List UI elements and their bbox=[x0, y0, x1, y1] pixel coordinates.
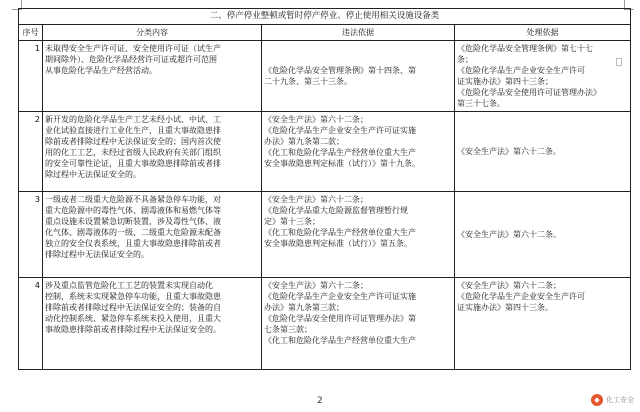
row-handling-basis: 《安全生产法》第六十二条。 bbox=[455, 192, 631, 278]
table-row bbox=[19, 278, 631, 370]
row-content: 新开发的危险化学品生产工艺未经小试、中试、工 业化试验直接进行工业化生产，且重大事故隐患排 除前或者排除过程中无法保证安全的；国内首次使 用的化工工艺，未经过省级人民政府有关部门组织 的安全可靠性论证，且重大事故隐患排除前或者排 除过程中无法保证安全的。 bbox=[43, 112, 262, 192]
row-violation-basis: 《安全生产法》第六十二条； 《危险化学品生产企业安全生产许可证实施 办法》第九条第三款； 《危险化学品安全使用许可证管理办法》第 七条第三款； 《化工和危险化学品生产经营单位重大生产 bbox=[262, 278, 455, 370]
row-content: 涉及重点监管危险化工工艺的装置未实现自动化 控制，系统未实现紧急停车功能，且重大事故隐患 排除前或者排除过程中无法保证安全的；装备的自 动化控制系统、紧急停车系统未投入使用，且重大 事故隐患排除前或者排除过程中无法保证安全的。 bbox=[43, 278, 262, 370]
table-row bbox=[19, 112, 631, 192]
table-title: 二、停产停业整顿或暂时停产停业、停止使用相关设施设备类 bbox=[19, 9, 631, 25]
row-handling-basis: 《危险化学品安全管理条例》第七十七 条； 《危险化学品生产企业安全生产许可 证实施办法》第四十三条； 《危险化学品安全使用许可证管理办法》 第三十七条。 bbox=[455, 41, 631, 112]
row-number: 2 bbox=[19, 112, 43, 192]
row-number: 4 bbox=[19, 278, 43, 370]
row-content: 未取得安全生产许可证、安全使用许可证（试生产 期间除外）、危险化学品经营许可证或超许可范围 从事危险化学品生产经营活动。 bbox=[43, 41, 262, 112]
watermark-logo-icon: ◆ bbox=[591, 394, 603, 406]
row-content: 一级或者二级重大危险源不具备紧急停车功能，对 重大危险源中的毒性气体、剧毒液体和易燃气体等 重点设施未设置紧急切断装置，涉及毒性气体、液 化气体、剧毒液体的一级、二级重大危险源未配备 独立的安全仪表系统，且重大事故隐患排除前或者 排除过程中无法保证安全的。 bbox=[43, 192, 262, 278]
row-violation-basis: 《安全生产法》第六十二条； 《危险化学品生产企业安全生产许可证实施 办法》第九条第二款； 《化工和危险化学品生产经营单位重大生产 安全事故隐患判定标准（试行）》第十九条。 bbox=[262, 112, 455, 192]
row-violation-basis: 《安全生产法》第六十二条； 《危险化学品重大危险源监督管理暂行规 定》第十三条； 《化工和危险化学品生产经营单位重大生产 安全事故隐患判定标准（试行）》第五条。 bbox=[262, 192, 455, 278]
watermark bbox=[591, 394, 634, 406]
table-header bbox=[19, 25, 631, 41]
table-row bbox=[19, 192, 631, 278]
row-handling-basis: 《安全生产法》第六十二条； 《危险化学品生产企业安全生产许可 证实施办法》第四十三条。 bbox=[455, 278, 631, 370]
regulation-table bbox=[18, 8, 631, 370]
row-handling-basis: 《安全生产法》第六十二条。 bbox=[455, 112, 631, 192]
header-content: 分类内容 bbox=[43, 25, 262, 41]
row-number: 1 bbox=[19, 41, 43, 112]
table-row bbox=[19, 41, 631, 112]
row-number: 3 bbox=[19, 192, 43, 278]
header-violation-basis: 违法依据 bbox=[262, 25, 455, 41]
header-number: 序号 bbox=[19, 25, 43, 41]
row-violation-basis: 《危险化学品安全管理条例》第十四条、第 二十九条、第三十三条。 bbox=[262, 41, 455, 112]
watermark-text: 化工安全 bbox=[606, 396, 634, 404]
page-number: 2 bbox=[317, 396, 323, 406]
header-handling-basis: 处理依据 bbox=[455, 25, 631, 41]
